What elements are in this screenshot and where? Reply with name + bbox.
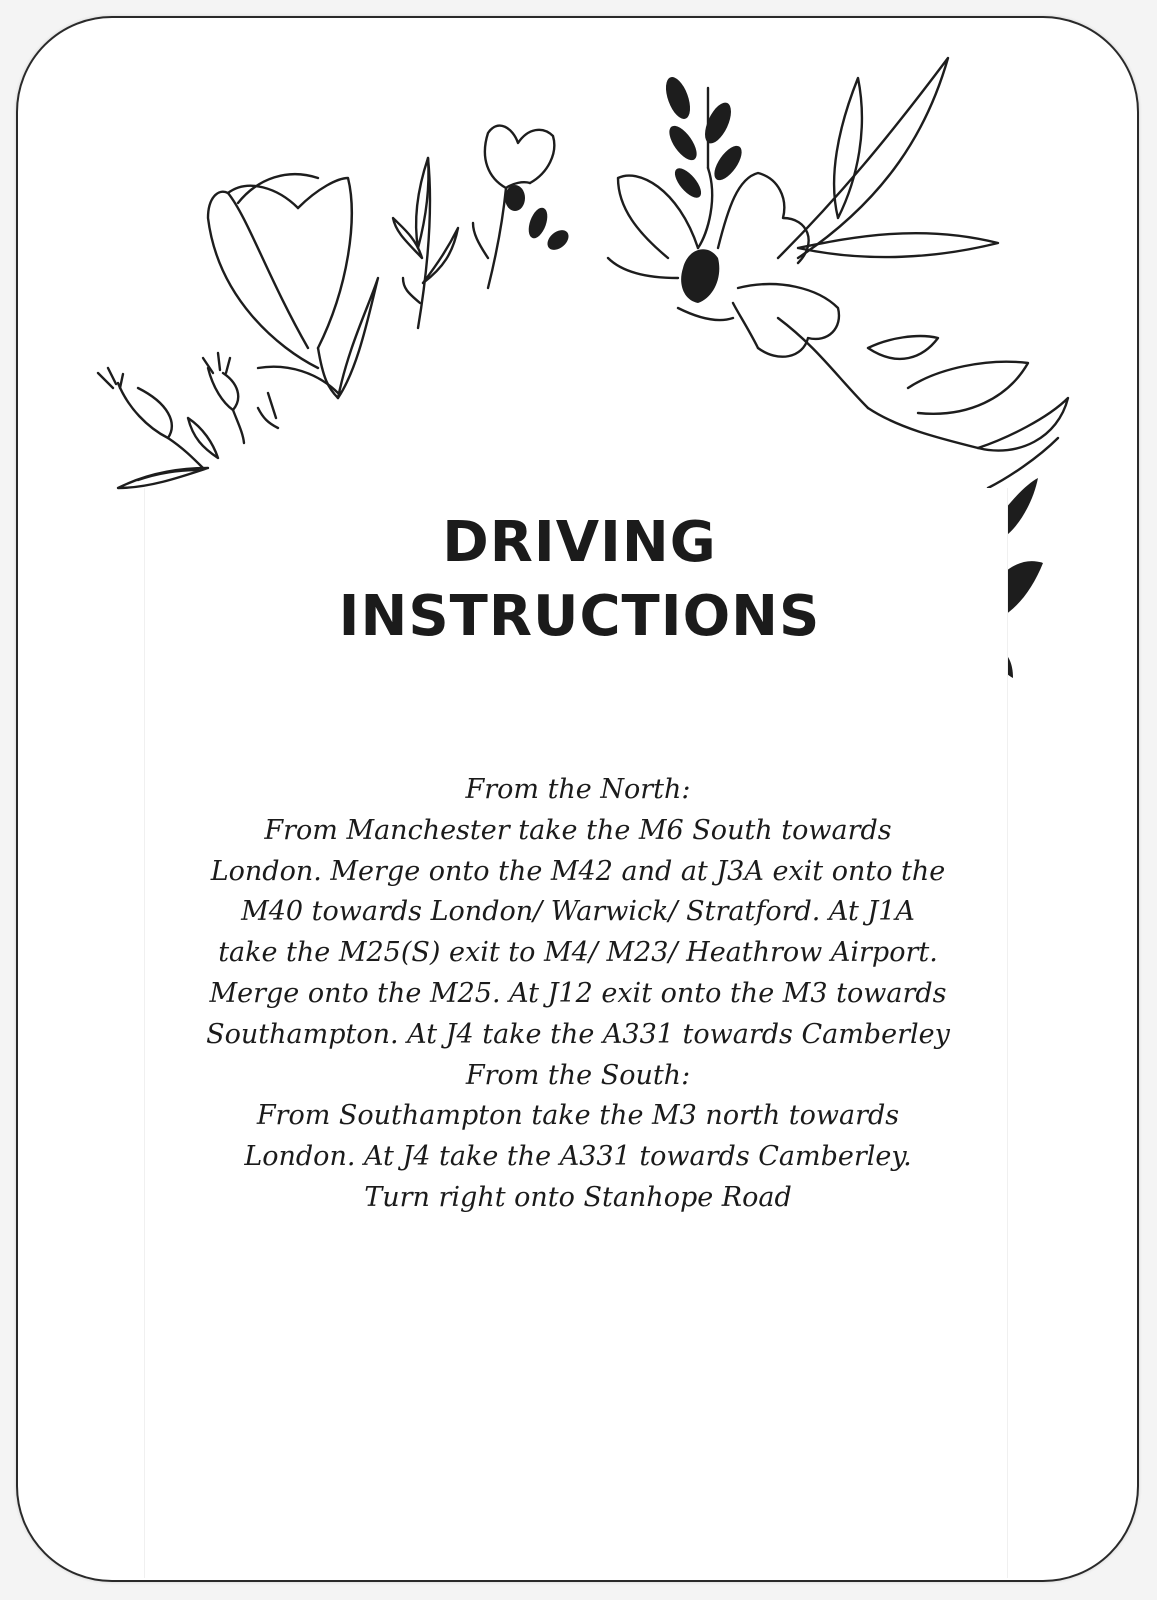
page-title	[18, 506, 1139, 654]
north-line: London. Merge onto the M42 and at J3A exit onto the	[210, 855, 946, 887]
north-line: M40 towards London/ Warwick/ Stratford. At J1A	[241, 896, 915, 928]
north-line: Southampton. At J4 take the A331 towards Camberley	[206, 1018, 950, 1050]
north-heading: From the North:	[465, 774, 691, 805]
invitation-card	[16, 16, 1139, 1582]
north-line: Merge onto the M25. At J12 exit onto the M3 towards	[209, 977, 947, 1009]
directions-text	[168, 770, 988, 1219]
north-line: take the M25(S) exit to M4/ M23/ Heathrow Airport.	[218, 937, 938, 969]
title-line-1: DRIVING	[442, 510, 717, 575]
title-line-2: INSTRUCTIONS	[338, 584, 821, 649]
south-heading: From the South:	[465, 1059, 691, 1091]
north-line: From Manchester take the M6 South towards	[264, 814, 892, 846]
south-line: From Southampton take the M3 north towards	[256, 1100, 900, 1132]
south-line: Turn right onto Stanhope Road	[364, 1181, 792, 1213]
south-line: London. At J4 take the A331 towards Camberley.	[244, 1141, 912, 1173]
